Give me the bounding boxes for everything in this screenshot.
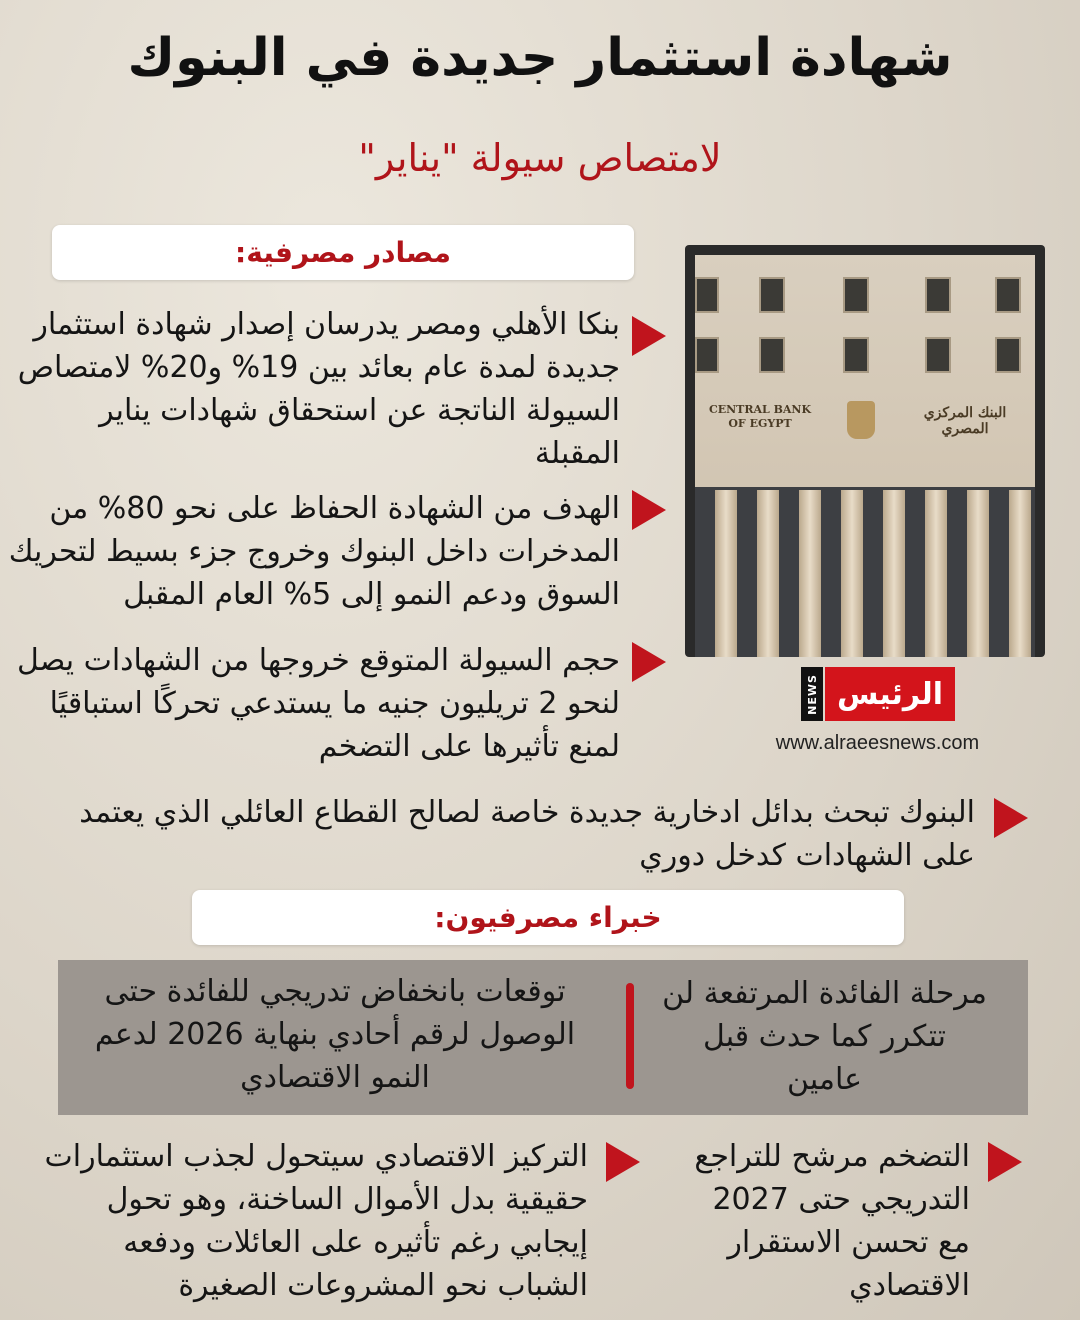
sign-arabic: البنك المركزي المصري xyxy=(923,405,1007,437)
bullet-triangle-icon xyxy=(632,490,666,530)
section-label-bank-experts: خبراء مصرفيون: xyxy=(192,890,904,945)
expert-point-inflation: التضخم مرشح للتراجع التدريجي حتى 2027 مع تحسن الاستقرار الاقتصادي xyxy=(694,1139,970,1303)
bullet-triangle-icon xyxy=(632,316,666,356)
brand-logo: الرئيس xyxy=(825,667,955,721)
bullet-triangle-icon xyxy=(606,1142,640,1182)
central-bank-photo xyxy=(685,245,1045,657)
expert-point-investment-focus: التركيز الاقتصادي سيتحول لجذب استثمارات حقيقية بدل الأموال الساخنة، وهو تحول إيجابي رغم تأثيره على العائلات ودفعه الشباب نحو المشروعات الصغيرة xyxy=(44,1139,588,1303)
page-subtitle: لامتصاص سيولة "يناير" xyxy=(358,136,722,180)
bullet-triangle-icon xyxy=(994,798,1028,838)
bank-bullet-4: البنوك تبحث بدائل ادخارية جديدة خاصة لصالح القطاع العائلي الذي يعتمد على الشهادات كدخل دوري xyxy=(79,795,975,873)
brand-news-tag: NEWS xyxy=(801,667,823,721)
bullet-triangle-icon xyxy=(988,1142,1022,1182)
page-title: شهادة استثمار جديدة في البنوك xyxy=(127,28,953,88)
bank-bullet-3: حجم السيولة المتوقع خروجها من الشهادات يصل لنحو 2 تريليون جنيه ما يستدعي تحركًا استباقيًا لمنع تأثيرها على التضخم xyxy=(16,643,620,764)
section-label-bank-sources: مصادر مصرفية: xyxy=(52,225,634,280)
divider-bar xyxy=(626,983,634,1089)
eagle-emblem-icon xyxy=(847,401,875,439)
bullet-triangle-icon xyxy=(632,642,666,682)
sign-english: CENTRAL BANK OF EGYPT xyxy=(708,403,812,430)
brand-url[interactable]: www.alraeesnews.com xyxy=(775,732,980,754)
expert-point-rate-decline: توقعات بانخفاض تدريجي للفائدة حتى الوصول لرقم أحادي بنهاية 2026 لدعم النمو الاقتصادي xyxy=(94,974,576,1095)
bank-bullet-2: الهدف من الشهادة الحفاظ على نحو 80% من المدخرات داخل البنوك وخروج جزء بسيط لتحريك السوق ودعم النمو إلى 5% العام المقبل xyxy=(8,491,620,612)
bank-bullet-1: بنكا الأهلي ومصر يدرسان إصدار شهادة استثمار جديدة لمدة عام بعائد بين 19% و20% لامتصاص السيولة الناتجة عن استحقاق شهادات يناير المقبلة xyxy=(17,307,620,471)
expert-point-high-rates: مرحلة الفائدة المرتفعة لن تتكرر كما حدث قبل عامين xyxy=(662,976,987,1097)
